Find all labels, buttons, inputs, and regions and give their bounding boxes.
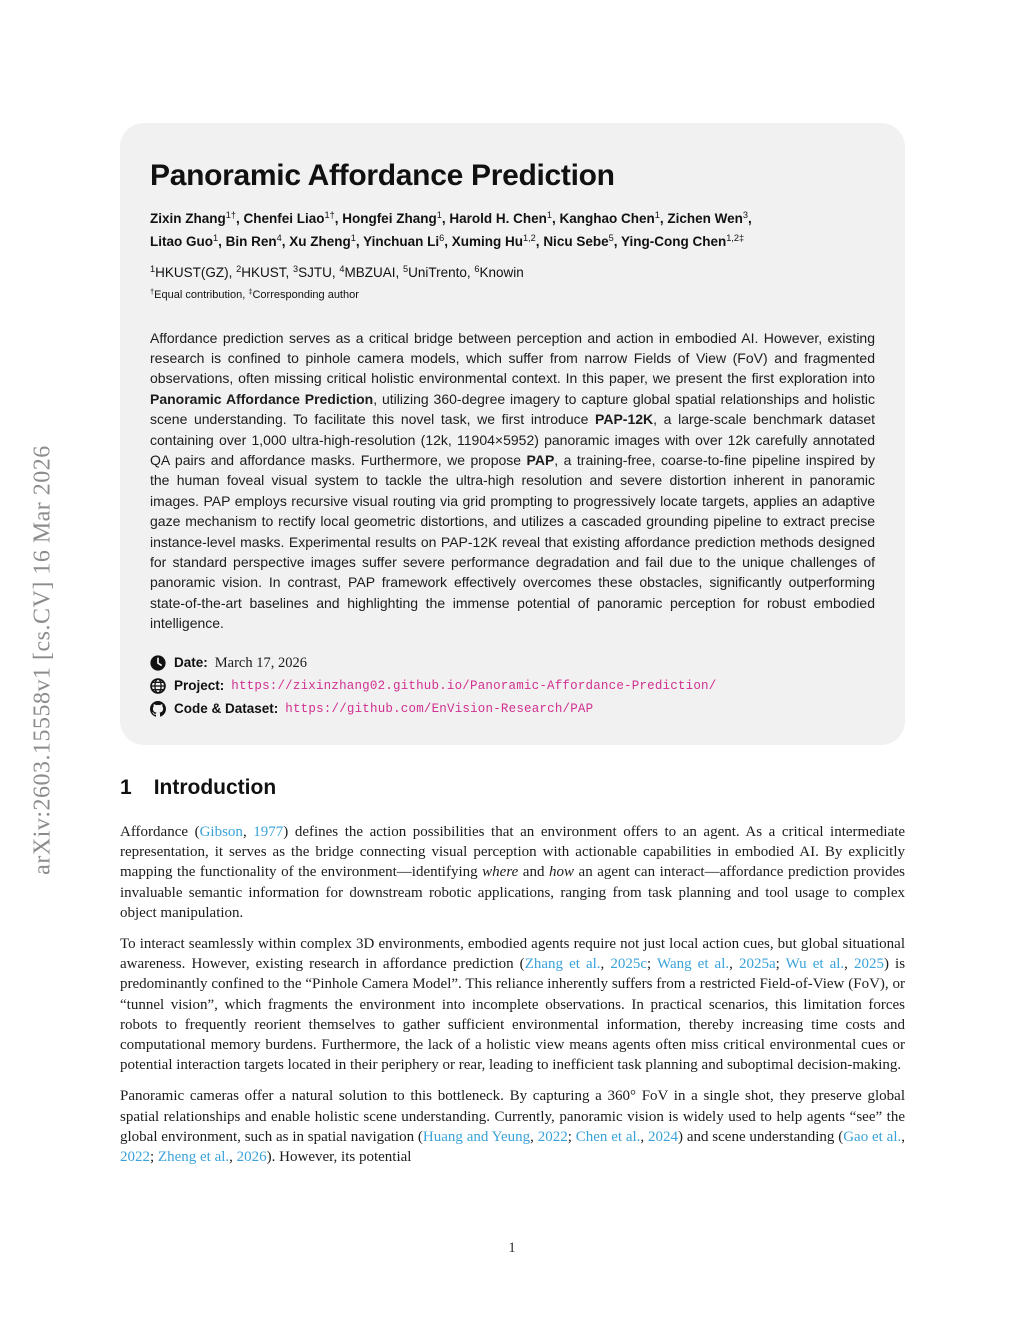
text-segment: , bbox=[659, 210, 668, 226]
text-segment: 1† bbox=[324, 210, 335, 221]
text-segment: 1 bbox=[654, 210, 660, 221]
meta-code-row bbox=[150, 700, 875, 718]
text-segment: where bbox=[482, 864, 519, 881]
text-segment: Kanghao Chen bbox=[559, 210, 655, 226]
text-segment: MBZUAI, bbox=[344, 264, 403, 280]
text-segment: 4 bbox=[276, 233, 282, 244]
text-segment: , bbox=[901, 1128, 905, 1145]
citation-link[interactable]: Zhang et al. bbox=[524, 956, 601, 973]
project-link[interactable]: https://zixinzhang02.github.io/Panoramic-Affordance-Prediction/ bbox=[231, 678, 717, 693]
text-segment: Xu Zheng bbox=[289, 233, 351, 249]
citation-link[interactable]: Chen et al. bbox=[575, 1128, 641, 1145]
meta-date-row bbox=[150, 654, 875, 672]
contribution-footnote bbox=[150, 287, 875, 304]
meta-project-row bbox=[150, 677, 875, 695]
section-title: Introduction bbox=[153, 776, 277, 799]
citation-link[interactable]: 2025 bbox=[853, 956, 884, 973]
text-segment: Harold H. Chen bbox=[449, 210, 547, 226]
text-segment: , bbox=[235, 210, 244, 226]
text-segment: , bbox=[530, 1128, 538, 1145]
paper-title: Panoramic Affordance Prediction bbox=[150, 159, 615, 192]
abstract-text bbox=[150, 328, 875, 634]
text-segment: 3 bbox=[292, 264, 299, 275]
text-segment: , bbox=[613, 233, 621, 249]
text-segment: Affordance prediction serves as a critical bridge between perception and action in embodied AI. However, existing research is confined to pinhole camera models, which suffer from narrow Fields of View (FoV) and fragmented observations, often missing critical holistic environmental context. In this paper, we present the first exploration into bbox=[150, 329, 875, 387]
text-segment: † bbox=[150, 287, 155, 297]
text-segment: ) and scene understanding ( bbox=[678, 1128, 844, 1145]
text-segment: , bbox=[242, 824, 254, 840]
text-segment: , bbox=[444, 233, 452, 249]
citation-link[interactable]: 2025a bbox=[738, 956, 776, 973]
text-segment: an agent can interact—affordance prediction provides invaluable semantic information for downstream robotic applications, ranging from task planning and tool usage to complex object manipulation. bbox=[120, 864, 905, 921]
text-segment: 1† bbox=[225, 210, 236, 221]
author-list bbox=[150, 208, 875, 254]
text-segment: Nicu Sebe bbox=[543, 233, 609, 249]
citation-link[interactable]: 2022 bbox=[537, 1128, 568, 1145]
text-segment: , bbox=[640, 1128, 648, 1145]
text-segment: Litao Guo bbox=[150, 233, 213, 249]
text-segment: , bbox=[535, 233, 544, 249]
citation-link[interactable]: 2025c bbox=[610, 956, 648, 973]
text-segment: Panoramic cameras offer a natural solution to this bottleneck. By capturing a 360° FoV in a single shot, they preserve global spatial relationships and enable holistic scene understanding. Currently, panoramic vision is widely used to help agents “see” the global environment, such as in spatial navigation ( bbox=[120, 1088, 905, 1145]
text-segment: 1,2‡ bbox=[726, 233, 745, 244]
date-label: Date: bbox=[174, 654, 208, 670]
intro-paragraph-3 bbox=[120, 1086, 905, 1167]
clock-icon bbox=[150, 655, 166, 671]
citation-link[interactable]: Gao et al. bbox=[843, 1128, 902, 1145]
text-segment: HKUST, bbox=[241, 264, 293, 280]
text-segment: 2 bbox=[236, 264, 242, 275]
text-segment: Zixin Zhang bbox=[150, 210, 226, 226]
text-segment: , bbox=[281, 233, 290, 249]
text-segment: Yinchuan Li bbox=[363, 233, 440, 249]
citation-link[interactable]: Gibson bbox=[199, 824, 243, 840]
text-segment: , bbox=[551, 210, 560, 226]
text-segment: Hongfei Zhang bbox=[342, 210, 437, 226]
project-label: Project: bbox=[174, 677, 225, 693]
text-segment: 1,2 bbox=[523, 233, 536, 244]
text-segment: HKUST(GZ), bbox=[155, 264, 237, 280]
text-segment: SJTU, bbox=[298, 264, 340, 280]
text-segment: , bbox=[729, 956, 739, 973]
meta-links bbox=[150, 654, 875, 718]
text-segment: , bbox=[355, 233, 364, 249]
text-segment: Panoramic Affordance Prediction bbox=[150, 390, 374, 407]
text-segment: ; bbox=[775, 956, 786, 973]
text-segment: 6 bbox=[439, 233, 445, 244]
date-value: March 17, 2026 bbox=[214, 654, 307, 671]
citation-link[interactable]: Wang et al. bbox=[656, 956, 730, 973]
text-segment: , utilizing 360-degree imagery to capture global spatial relationships and holistic scene understanding. To facilitate this novel task, we first introduce bbox=[150, 390, 876, 428]
text-segment: , bbox=[600, 956, 611, 973]
text-segment: 1 bbox=[350, 233, 356, 244]
text-segment: PAP bbox=[526, 451, 555, 468]
citation-link[interactable]: 2024 bbox=[648, 1128, 678, 1145]
intro-paragraph-1 bbox=[120, 822, 905, 923]
text-segment: 4 bbox=[339, 264, 345, 275]
text-segment: 1 bbox=[150, 264, 156, 275]
text-segment: , bbox=[218, 233, 226, 249]
text-segment: 5 bbox=[608, 233, 614, 244]
text-segment: , bbox=[441, 210, 450, 226]
text-segment: Affordance ( bbox=[120, 824, 200, 840]
affiliation-list bbox=[150, 263, 875, 284]
text-segment: , bbox=[334, 210, 343, 226]
text-segment: 1 bbox=[546, 210, 552, 221]
text-segment: 1 bbox=[213, 233, 219, 244]
main-content bbox=[120, 776, 905, 1178]
text-segment: , bbox=[229, 1149, 237, 1166]
text-segment: Chenfei Liao bbox=[243, 210, 325, 226]
text-segment: , a large-scale benchmark dataset containing over 1,000 ultra-high-resolution (12k, 11904×5952) panoramic images with over 12k carefully annotated QA pairs and affordance masks. Furthermore, we propose bbox=[150, 411, 875, 468]
text-segment: ) defines the action possibilities that an environment offers to an agent. As a critical intermediate representation, it serves as the bridge connecting visual perception with actionable capabilities in embodied AI. By explicitly mapping the functionality of the environment—identifying bbox=[120, 824, 906, 881]
text-segment: Zichen Wen bbox=[667, 210, 743, 226]
text-segment: , bbox=[747, 210, 752, 226]
text-segment: Bin Ren bbox=[225, 233, 277, 249]
text-segment: ; bbox=[567, 1128, 576, 1145]
text-segment: UniTrento, bbox=[408, 264, 475, 280]
citation-link[interactable]: Huang and Yeung bbox=[422, 1128, 531, 1145]
text-segment: 3 bbox=[742, 210, 748, 221]
text-segment: Equal contribution, bbox=[154, 288, 249, 301]
citation-link[interactable]: 1977 bbox=[253, 824, 284, 840]
page-number: 1 bbox=[508, 1240, 516, 1256]
code-label: Code & Dataset: bbox=[174, 700, 279, 716]
text-segment: 1 bbox=[436, 210, 442, 221]
text-segment: Xuming Hu bbox=[451, 233, 524, 249]
github-icon bbox=[150, 701, 166, 717]
text-segment: Corresponding author bbox=[252, 288, 359, 301]
text-segment: Ying-Cong Chen bbox=[620, 233, 727, 249]
arxiv-watermark: arXiv:2603.15558v1 [cs.CV] 16 Mar 2026 bbox=[29, 445, 56, 875]
text-segment: To interact seamlessly within complex 3D environments, embodied agents require not just local action cues, but global situational awareness. However, existing research in affordance prediction ( bbox=[120, 936, 905, 973]
section-number: 1 bbox=[120, 776, 132, 799]
text-segment: ). However, its potential bbox=[266, 1149, 412, 1166]
citation-link[interactable]: Zheng et al. bbox=[157, 1149, 230, 1166]
text-segment: and bbox=[518, 864, 549, 881]
text-segment: , bbox=[844, 956, 854, 973]
text-segment: Knowin bbox=[479, 264, 524, 280]
citation-link[interactable]: 2022 bbox=[120, 1149, 150, 1166]
section-heading bbox=[120, 776, 905, 800]
text-segment: 5 bbox=[402, 264, 409, 275]
text-segment: how bbox=[549, 864, 575, 881]
text-segment: ‡ bbox=[248, 287, 253, 297]
citation-link[interactable]: Wu et al. bbox=[785, 956, 845, 973]
abstract-card bbox=[120, 123, 905, 745]
globe-icon bbox=[150, 678, 166, 694]
text-segment: ; bbox=[647, 956, 657, 973]
text-segment: ) is predominantly confined to the “Pinhole Camera Model”. This reliance inherently suffers from a restricted Field-of-View (FoV), or “tunnel vision”, which fragments the environment into incomplete observations. In practical scenarios, this limitation forces robots to frequently reorient themselves to gather sufficient environmental information, thereby increasing time costs and computational memory burdens. Furthermore, the lack of a holistic view means agents often miss critical environmental cues or potential interaction targets located in their periphery or rear, leading to inefficient task planning and suboptimal decision-making. bbox=[120, 956, 906, 1074]
intro-paragraph-2 bbox=[120, 934, 905, 1075]
text-segment: 6 bbox=[474, 264, 480, 275]
text-segment: PAP-12K bbox=[595, 411, 654, 428]
code-link[interactable]: https://github.com/EnVision-Research/PAP bbox=[285, 701, 594, 716]
text-segment: ; bbox=[150, 1149, 158, 1166]
text-segment: , a training-free, coarse-to-fine pipeline inspired by the human foveal visual system to tackle the ultra-high resolution and severe distortion inherent in panoramic images. PAP employs recursive visual routing via grid prompting to progressively locate targets, applies an adaptive gaze mechanism to rectify local geometric distortions, and utilizes a cascaded grounding pipeline to extract precise instance-level masks. Experimental results on PAP-12K reveal that existing affordance prediction methods designed for standard perspective images suffer severe performance degradation and fail due to the unique challenges of panoramic vision. In contrast, PAP framework effectively overcomes these obstacles, significantly outperforming state-of-the-art baselines and highlighting the immense potential of panoramic perception for robust embodied intelligence. bbox=[150, 451, 876, 632]
citation-link[interactable]: 2026 bbox=[236, 1149, 267, 1166]
